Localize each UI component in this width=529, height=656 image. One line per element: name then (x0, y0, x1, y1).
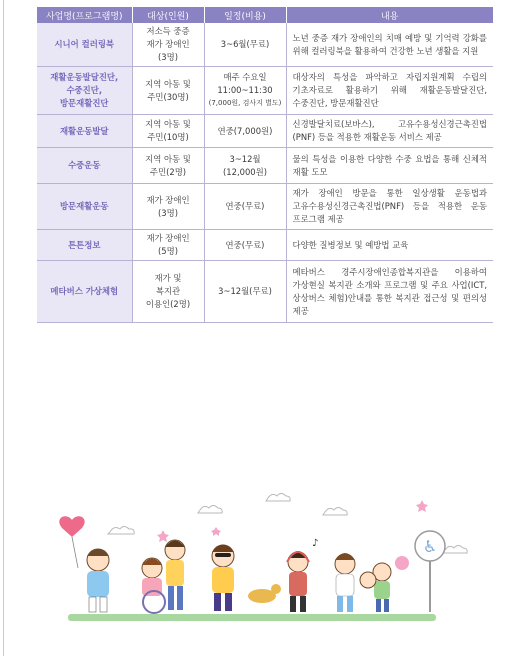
program-name-cell: 메타버스 가상체험 (37, 261, 132, 323)
person-6 (335, 553, 355, 612)
cloud-group (108, 494, 467, 554)
schedule-cell: 연중(7,000원) (204, 115, 286, 148)
heart-balloon-icon (59, 516, 84, 537)
schedule-cell: 3~6월(무료) (204, 23, 286, 67)
content-cell: 메타버스 경주시장애인종합복지관을 이용하여 가상현실 복지관 소개와 프로그램 및 주요 사업(ICT, 상상버스 체험)안내를 통한 복지관 접근성 및 편의성 제공 (286, 261, 493, 323)
person-wheelchair (142, 558, 165, 613)
target-cell: 지역 아동 및 주민(30명) (132, 67, 204, 115)
program-name-cell: 재활운동발달진단, 수중진단, 방문재활진단 (37, 67, 132, 115)
schedule-cell: 연중(무료) (204, 184, 286, 230)
schedule-cell: 3~12월 (12,000원) (204, 148, 286, 184)
table-row (37, 148, 493, 184)
schedule-cell: 3~12월(무료) (204, 261, 286, 323)
header-program-name: 사업명(프로그램명) (37, 7, 132, 23)
program-name-cell: 튼튼정보 (37, 230, 132, 261)
grass-strip (68, 614, 436, 621)
program-name-cell: 시니어 컬러링북 (37, 23, 132, 67)
target-cell: 저소득 중증 재가 장애인 (3명) (132, 23, 204, 67)
table-row (37, 261, 493, 323)
person-headphones (287, 538, 318, 612)
cloud-1 (108, 527, 134, 535)
header-content: 내용 (286, 7, 493, 23)
cloud-4 (323, 508, 347, 516)
table-row (37, 67, 493, 115)
program-name-cell: 재활운동발달 (37, 115, 132, 148)
program-name-cell: 수중운동 (37, 148, 132, 184)
table-header-row (37, 7, 493, 23)
table-row (37, 115, 493, 148)
music-note-icon: ♪ (312, 538, 319, 549)
table-row (37, 230, 493, 261)
schedule-text: 매주 수요일 11:00~11:30 (217, 72, 273, 95)
target-cell: 재가 장애인 (5명) (132, 230, 204, 261)
schedule-cell (204, 67, 286, 115)
table-row (37, 23, 493, 67)
header-target: 대상(인원) (132, 7, 204, 23)
header-schedule: 일정(비용) (204, 7, 286, 23)
balloon-icon (395, 556, 409, 570)
target-cell: 재가 및 복지관 이용인(2명) (132, 261, 204, 323)
target-cell: 지역 아동 및 주민(10명) (132, 115, 204, 148)
content-cell: 신경발달치료(보바스), 고유수용성신경근촉진법(PNF) 등을 적용한 재활운동 서비스 제공 (286, 115, 493, 148)
accessibility-sign (415, 531, 445, 612)
people-parade-illustration (40, 490, 496, 628)
content-cell: 노년 중증 재가 장애인의 치매 예방 및 기억력 강화를 위해 컬러링북을 활용하여 건강한 노년 생활을 지원 (286, 23, 493, 67)
content-cell: 물의 특성을 이용한 다양한 수중 요법을 통해 신체적 재활 도모 (286, 148, 493, 184)
program-name-cell: 방문재활운동 (37, 184, 132, 230)
target-cell: 재가 장애인 (3명) (132, 184, 204, 230)
cloud-5 (443, 546, 467, 554)
cloud-2 (198, 506, 222, 514)
target-cell: 지역 아동 및 주민(2명) (132, 148, 204, 184)
program-table (37, 7, 493, 323)
person-carrying-child (360, 556, 409, 612)
page-left-rule (3, 0, 4, 656)
content-cell: 다양한 질병정보 및 예방법 교육 (286, 230, 493, 261)
person-3 (165, 540, 185, 610)
wheelchair-icon: ♿ (422, 537, 438, 556)
schedule-cell: 연중(무료) (204, 230, 286, 261)
person-1 (87, 549, 109, 612)
star-group (157, 500, 428, 542)
content-cell: 재가 장애인 방문을 통한 일상생활 운동법과 고유수용성신경근촉진법(PNF) 등을 적용한 운동 프로그램 제공 (286, 184, 493, 230)
person-blind-with-dog (212, 545, 281, 612)
content-cell: 대상자의 특성을 파악하고 자립지원계획 수립의 기초자료로 활용하기 위해 재활운동발달진단, 수중진단, 방문재활진단 (286, 67, 493, 115)
schedule-note: (7,000원, 검사지 별도) (208, 99, 282, 107)
table-row (37, 184, 493, 230)
cloud-3 (266, 494, 290, 502)
